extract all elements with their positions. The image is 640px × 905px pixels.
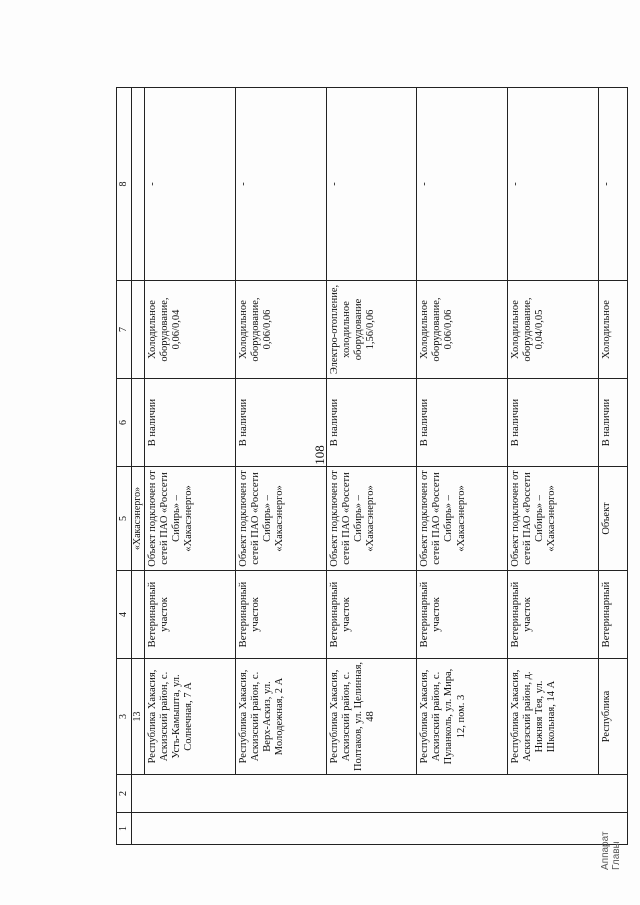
header-cell: 3 bbox=[117, 659, 132, 775]
empty-cell bbox=[132, 379, 145, 467]
note-cell: - bbox=[326, 88, 417, 281]
status-cell: В наличии bbox=[326, 379, 417, 467]
connection-cell: Объект bbox=[598, 467, 627, 571]
address-cell: Республика Хакасия, Аскизский район, с. Пуланколь, ул. Мира, 12, пом. 3 bbox=[417, 659, 508, 775]
header-cell: 2 bbox=[117, 775, 132, 813]
equipment-cell: Холодильное оборудование, 0,06/0,06 bbox=[235, 281, 326, 379]
empty-cell bbox=[132, 281, 145, 379]
address-cell: Республика Хакасия, Аскизский район, д. Нижняя Тея, ул. Школьная, 14 А bbox=[508, 659, 599, 775]
connection-cell: Объект подключен от сетей ПАО «Россети Сибирь» – «Хакасэнерго» bbox=[417, 467, 508, 571]
note-cell: - bbox=[145, 88, 236, 281]
type-cell: Ветеринарный участок bbox=[145, 571, 236, 659]
type-cell: Ветеринарный участок bbox=[417, 571, 508, 659]
section-row bbox=[132, 88, 145, 845]
equipment-cell: Холодильное оборудование, 0,06/0,04 bbox=[145, 281, 236, 379]
table-row bbox=[145, 88, 236, 845]
note-cell: - bbox=[508, 88, 599, 281]
data-table bbox=[116, 87, 628, 845]
note-cell: - bbox=[417, 88, 508, 281]
section-number: 13 bbox=[132, 659, 145, 775]
status-cell: В наличии bbox=[145, 379, 236, 467]
equipment-cell: Холодильное bbox=[598, 281, 627, 379]
status-cell: В наличии bbox=[417, 379, 508, 467]
empty-cell bbox=[132, 88, 145, 281]
header-cell: 6 bbox=[117, 379, 132, 467]
header-cell: 7 bbox=[117, 281, 132, 379]
table-row bbox=[598, 88, 627, 845]
footer-text: Аппарат Главы bbox=[600, 831, 622, 870]
carry-over-text: «Хакасэнерго» bbox=[132, 467, 145, 571]
rotated-table-wrapper bbox=[116, 88, 628, 845]
empty-cell bbox=[132, 571, 145, 659]
col2-cell bbox=[132, 775, 628, 813]
address-cell: Республика Хакасия, Аскизский район, с. Полтаков, ул. Целинная, 48 bbox=[326, 659, 417, 775]
type-cell: Ветеринарный участок bbox=[326, 571, 417, 659]
connection-cell: Объект подключен от сетей ПАО «Россети Сибирь» – «Хакасэнерго» bbox=[326, 467, 417, 571]
table-row bbox=[417, 88, 508, 845]
header-row bbox=[117, 88, 132, 845]
equipment-cell: Холодильное оборудование, 0,04/0,05 bbox=[508, 281, 599, 379]
header-cell: 8 bbox=[117, 88, 132, 281]
connection-cell: Объект подключен от сетей ПАО «Россети Сибирь» – «Хакасэнерго» bbox=[145, 467, 236, 571]
address-cell: Республика Хакасия, Аскизский район, с. Усть-Камышта, ул. Солнечная, 7 А bbox=[145, 659, 236, 775]
header-cell: 4 bbox=[117, 571, 132, 659]
address-cell: Республика bbox=[598, 659, 627, 775]
header-cell: 5 bbox=[117, 467, 132, 571]
page-number: 108 bbox=[312, 445, 327, 465]
equipment-cell: Электро-отопление, холодильное оборудование 1,56/0,06 bbox=[326, 281, 417, 379]
status-cell: В наличии bbox=[235, 379, 326, 467]
status-cell: В наличии bbox=[508, 379, 599, 467]
connection-cell: Объект подключен от сетей ПАО «Россети Сибирь» – «Хакасэнерго» bbox=[508, 467, 599, 571]
address-cell: Республика Хакасия, Аскизский район, с. Верх-Аскиз, ул. Молодежная, 2 А bbox=[235, 659, 326, 775]
type-cell: Ветеринарный участок bbox=[235, 571, 326, 659]
note-cell: - bbox=[598, 88, 627, 281]
type-cell: Ветеринарный bbox=[598, 571, 627, 659]
equipment-cell: Холодильное оборудование, 0,06/0,06 bbox=[417, 281, 508, 379]
connection-cell: Объект подключен от сетей ПАО «Россети Сибирь» – «Хакасэнерго» bbox=[235, 467, 326, 571]
status-cell: В наличии bbox=[598, 379, 627, 467]
type-cell: Ветеринарный участок bbox=[508, 571, 599, 659]
note-cell: - bbox=[235, 88, 326, 281]
table-row bbox=[235, 88, 326, 845]
table-row bbox=[508, 88, 599, 845]
header-cell: 1 bbox=[117, 813, 132, 845]
col1-cell bbox=[132, 813, 628, 845]
table-row bbox=[326, 88, 417, 845]
